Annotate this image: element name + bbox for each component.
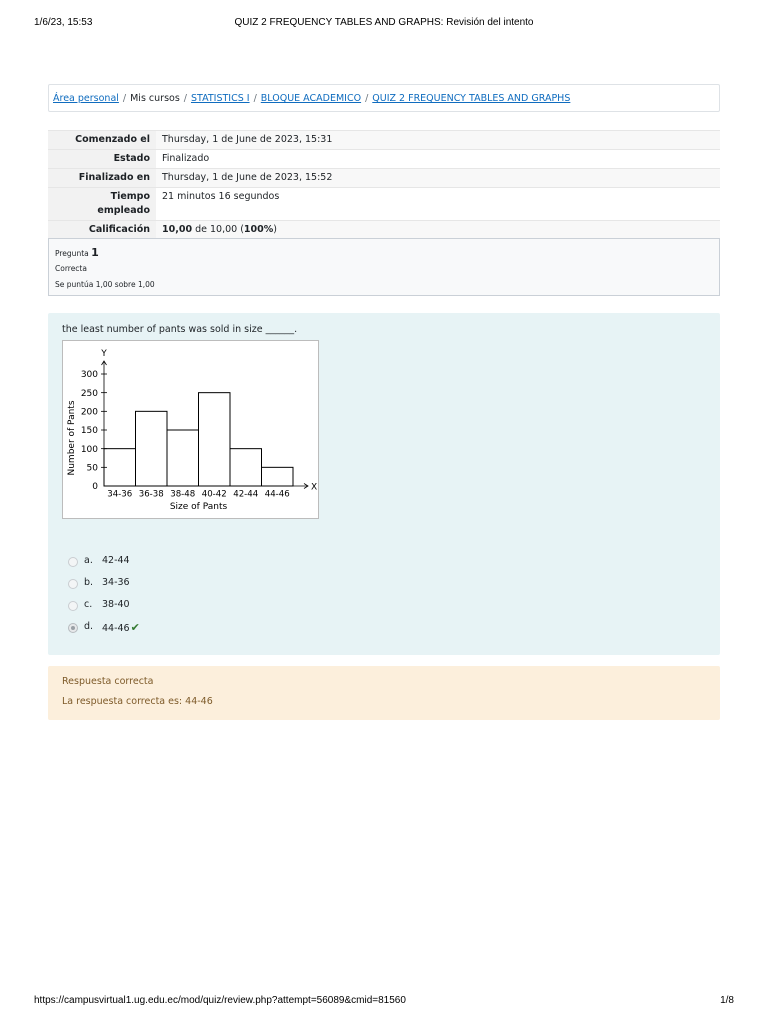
grade-mid: de 10,00 ( bbox=[192, 224, 244, 235]
answer-letter: a. bbox=[84, 555, 93, 566]
state-value: Finalizado bbox=[156, 150, 720, 169]
answer-text: 42-44 bbox=[102, 555, 130, 566]
breadcrumb bbox=[48, 84, 720, 112]
summary-row-grade bbox=[48, 221, 720, 240]
histogram-bar-34-36 bbox=[104, 449, 136, 486]
print-footer bbox=[34, 995, 734, 1009]
question-state: Correcta bbox=[55, 264, 87, 273]
question-info bbox=[48, 238, 720, 296]
answer-letter: b. bbox=[84, 577, 94, 588]
x-tick-label: 44-46 bbox=[264, 489, 290, 500]
time-value: 21 minutos 16 segundos bbox=[156, 188, 720, 221]
checkmark-icon: ✔ bbox=[130, 621, 140, 634]
y-tick-label: 200 bbox=[80, 407, 98, 418]
started-label: Comenzado el bbox=[48, 131, 156, 150]
histogram-image bbox=[62, 340, 319, 519]
grade-value bbox=[156, 221, 720, 240]
histogram-bar-40-42 bbox=[199, 393, 231, 486]
breadcrumb-separator: / bbox=[365, 93, 369, 104]
grade-score: 10,00 bbox=[162, 224, 193, 235]
histogram-bar-42-44 bbox=[230, 449, 262, 486]
y-axis-letter: Y bbox=[101, 349, 107, 359]
question-prefix: Pregunta bbox=[55, 249, 89, 258]
breadcrumb-separator: / bbox=[183, 93, 187, 104]
summary-row-started bbox=[48, 131, 720, 150]
answer-letter: d. bbox=[84, 621, 94, 632]
radio-c[interactable] bbox=[68, 601, 78, 611]
y-tick-label: 100 bbox=[80, 444, 98, 455]
breadcrumb-bloque-academico[interactable]: BLOQUE ACADEMICO bbox=[260, 93, 362, 104]
radio-d[interactable] bbox=[68, 623, 78, 633]
answer-text-correct bbox=[102, 621, 140, 634]
radio-b[interactable] bbox=[68, 579, 78, 589]
time-label-line-2: empleado bbox=[97, 205, 150, 216]
y-tick-label: 0 bbox=[92, 482, 98, 493]
grade-label: Calificación bbox=[48, 221, 156, 240]
answer-text: 38-40 bbox=[102, 599, 130, 610]
print-page-number: 1/8 bbox=[720, 995, 734, 1006]
question-formulation bbox=[48, 313, 720, 655]
x-axis-letter: X bbox=[311, 482, 318, 493]
y-tick-label: 150 bbox=[80, 426, 98, 437]
print-title: QUIZ 2 FREQUENCY TABLES AND GRAPHS: Revisión del intento bbox=[234, 17, 534, 28]
x-tick-label: 42-44 bbox=[233, 489, 259, 500]
breadcrumb-statistics[interactable]: STATISTICS I bbox=[190, 93, 250, 104]
breadcrumb-separator: / bbox=[253, 93, 257, 104]
finished-value: Thursday, 1 de June de 2023, 15:52 bbox=[156, 169, 720, 188]
x-tick-label: 38-48 bbox=[170, 489, 196, 500]
print-url: https://campusvirtual1.ug.edu.ec/mod/quiz/review.php?attempt=56089&cmid=81560 bbox=[34, 995, 406, 1006]
feedback-result: Respuesta correcta bbox=[62, 676, 154, 687]
breadcrumb-separator: / bbox=[122, 93, 127, 104]
print-header bbox=[34, 17, 734, 31]
x-tick-label: 40-42 bbox=[201, 489, 227, 500]
breadcrumb-area-personal[interactable]: Área personal bbox=[53, 93, 119, 104]
radio-a[interactable] bbox=[68, 557, 78, 567]
question-number bbox=[55, 245, 719, 261]
y-tick-label: 250 bbox=[80, 388, 98, 399]
histogram-chart bbox=[63, 341, 318, 518]
print-date: 1/6/23, 15:53 bbox=[34, 17, 93, 28]
x-tick-label: 36-38 bbox=[138, 489, 164, 500]
feedback-correct-answer: La respuesta correcta es: 44-46 bbox=[62, 696, 213, 707]
breadcrumb-quiz[interactable]: QUIZ 2 FREQUENCY TABLES AND GRAPHS bbox=[372, 93, 571, 104]
x-axis-title: Size of Pants bbox=[169, 502, 228, 512]
question-mark: Se puntúa 1,00 sobre 1,00 bbox=[55, 280, 155, 289]
time-label-line-1: Tiempo bbox=[110, 191, 150, 202]
time-label bbox=[48, 188, 156, 221]
summary-row-finished bbox=[48, 169, 720, 188]
y-tick-label: 50 bbox=[86, 463, 98, 474]
summary-row-state bbox=[48, 150, 720, 169]
summary-row-time bbox=[48, 188, 720, 221]
finished-label: Finalizado en bbox=[48, 169, 156, 188]
attempt-summary-table bbox=[48, 130, 720, 239]
grade-end: ) bbox=[273, 224, 277, 235]
x-tick-label: 34-36 bbox=[107, 489, 133, 500]
y-tick-label: 300 bbox=[80, 370, 98, 381]
y-axis-title: Number of Pants bbox=[67, 400, 77, 476]
started-value: Thursday, 1 de June de 2023, 15:31 bbox=[156, 131, 720, 150]
grade-percent: 100% bbox=[243, 224, 274, 235]
histogram-bar-44-46 bbox=[262, 467, 294, 486]
histogram-bar-38-48 bbox=[167, 430, 199, 486]
question-text: the least number of pants was sold in size ______. bbox=[62, 324, 298, 335]
answer-text: 34-36 bbox=[102, 577, 130, 588]
question-number-value: 1 bbox=[91, 246, 99, 259]
answer-text: 44-46 bbox=[102, 623, 130, 634]
state-label: Estado bbox=[48, 150, 156, 169]
histogram-bar-36-38 bbox=[136, 411, 168, 486]
breadcrumb-mis-cursos: Mis cursos bbox=[130, 93, 180, 104]
feedback-box bbox=[48, 666, 720, 720]
answer-letter: c. bbox=[84, 599, 93, 610]
